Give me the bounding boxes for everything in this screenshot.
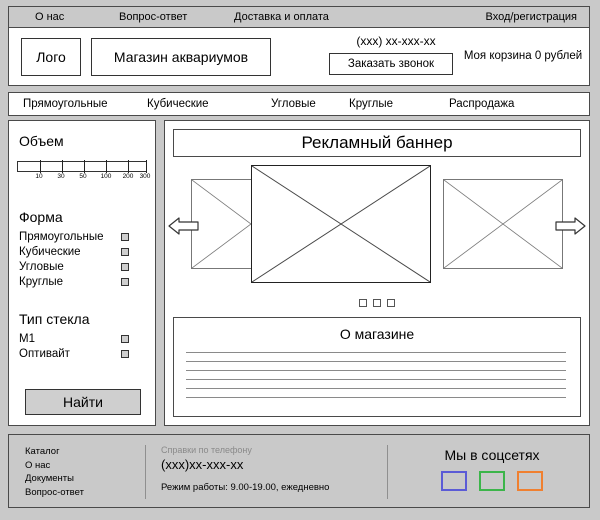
- slider-label-100: 100: [100, 173, 112, 180]
- footer-phone: (xxx)xx-xxx-xx: [161, 457, 244, 472]
- carousel-dots[interactable]: [165, 299, 589, 307]
- arrow-left-icon[interactable]: [167, 213, 201, 239]
- top-utility-bar: [8, 6, 590, 28]
- footer-link-documents[interactable]: Документы: [25, 473, 74, 484]
- page-footer: [8, 434, 590, 508]
- footer-divider: [145, 445, 146, 499]
- slider-label-50: 50: [79, 173, 87, 180]
- volume-slider[interactable]: [17, 161, 151, 185]
- page-wireframe: [8, 6, 592, 514]
- text-line: [186, 388, 566, 389]
- checkbox-cubic[interactable]: [121, 248, 129, 256]
- category-nav: [8, 92, 590, 116]
- carousel-dot-3[interactable]: [387, 299, 395, 307]
- footer-phone-caption: Справки по телефону: [161, 445, 252, 455]
- about-text-placeholder: [186, 352, 566, 406]
- arrow-right-icon[interactable]: [553, 213, 587, 239]
- filter-title-volume: Объем: [19, 133, 64, 149]
- filter-title-shape: Форма: [19, 209, 63, 225]
- topbar-link-delivery[interactable]: Доставка и оплата: [234, 11, 329, 23]
- category-corner[interactable]: Угловые: [271, 98, 316, 110]
- footer-links-column: [25, 445, 84, 499]
- slider-tick-30: [62, 160, 63, 173]
- footer-hours: Режим работы: 9.00-19.00, ежедневно: [161, 482, 330, 493]
- category-round[interactable]: Круглые: [349, 98, 394, 110]
- filter-option-label: Круглые: [19, 276, 64, 288]
- filter-option-label: Кубические: [19, 246, 81, 258]
- logo-placeholder[interactable]: Лого: [21, 38, 81, 76]
- filter-option-label: Прямоугольные: [19, 231, 104, 243]
- volume-slider-track[interactable]: [17, 161, 147, 172]
- topbar-link-login[interactable]: Вход/регистрация: [485, 11, 577, 23]
- social-icon-row: [401, 471, 583, 491]
- text-line: [186, 352, 566, 353]
- footer-link-faq[interactable]: Вопрос-ответ: [25, 486, 84, 498]
- checkbox-corner[interactable]: [121, 263, 129, 271]
- checkbox-rectangular[interactable]: [121, 233, 129, 241]
- topbar-link-faq[interactable]: Вопрос-ответ: [119, 11, 188, 23]
- slider-tick-50: [84, 160, 85, 173]
- slider-tick-10: [40, 160, 41, 173]
- slider-tick-300: [146, 160, 147, 173]
- footer-divider: [387, 445, 388, 499]
- social-link-3[interactable]: [517, 471, 543, 491]
- checkbox-round[interactable]: [121, 278, 129, 286]
- filter-option-rectangular[interactable]: [19, 231, 147, 245]
- social-link-2[interactable]: [479, 471, 505, 491]
- filter-option-label: Оптивайт: [19, 348, 70, 360]
- filter-sidebar: [8, 120, 156, 426]
- slider-label-200: 200: [122, 173, 134, 180]
- volume-slider-labels: [17, 173, 151, 185]
- footer-contacts-column: [161, 445, 329, 493]
- category-rectangular[interactable]: Прямоугольные: [23, 98, 108, 110]
- slider-label-10: 10: [35, 173, 43, 180]
- banner-carousel[interactable]: [173, 165, 581, 297]
- text-line: [186, 397, 566, 398]
- filter-option-label: M1: [19, 333, 35, 345]
- category-sale[interactable]: Распродажа: [449, 98, 515, 110]
- carousel-slide-next[interactable]: [443, 179, 563, 269]
- header-phone: (xxx) xx-xxx-xx: [356, 34, 436, 48]
- main-content: [164, 120, 590, 426]
- slider-label-30: 30: [57, 173, 65, 180]
- banner-title: Рекламный баннер: [173, 129, 581, 157]
- footer-link-about[interactable]: О нас: [25, 459, 51, 471]
- filter-title-glass: Тип стекла: [19, 311, 90, 327]
- carousel-dot-2[interactable]: [373, 299, 381, 307]
- slider-label-300: 300: [139, 173, 151, 180]
- social-link-1[interactable]: [441, 471, 467, 491]
- text-line: [186, 370, 566, 371]
- slider-tick-100: [106, 160, 107, 173]
- search-button[interactable]: Найти: [25, 389, 141, 415]
- category-cubic[interactable]: Кубические: [147, 98, 209, 110]
- filter-option-label: Угловые: [19, 261, 64, 273]
- footer-social-column: [401, 447, 583, 491]
- shop-name: Магазин аквариумов: [91, 38, 271, 76]
- carousel-slide-active[interactable]: [251, 165, 431, 283]
- slider-tick-200: [128, 160, 129, 173]
- filter-option-m1[interactable]: [19, 333, 147, 347]
- checkbox-optiwhite[interactable]: [121, 350, 129, 358]
- topbar-link-about[interactable]: О нас: [35, 11, 65, 23]
- about-shop-section: [173, 317, 581, 417]
- filter-option-corner[interactable]: [19, 261, 147, 275]
- text-line: [186, 379, 566, 380]
- footer-link-catalog[interactable]: Каталог: [25, 446, 60, 457]
- about-shop-title: О магазине: [339, 326, 415, 342]
- text-line: [186, 361, 566, 362]
- checkbox-m1[interactable]: [121, 335, 129, 343]
- carousel-dot-1[interactable]: [359, 299, 367, 307]
- filter-option-optiwhite[interactable]: [19, 348, 147, 362]
- filter-option-round[interactable]: [19, 276, 147, 290]
- cart-summary[interactable]: Моя корзина 0 рублей: [463, 50, 583, 62]
- callback-button[interactable]: Заказать звонок: [329, 53, 453, 75]
- footer-social-title: Мы в соцсетях: [444, 447, 540, 463]
- filter-option-cubic[interactable]: [19, 246, 147, 260]
- brand-bar: [8, 28, 590, 86]
